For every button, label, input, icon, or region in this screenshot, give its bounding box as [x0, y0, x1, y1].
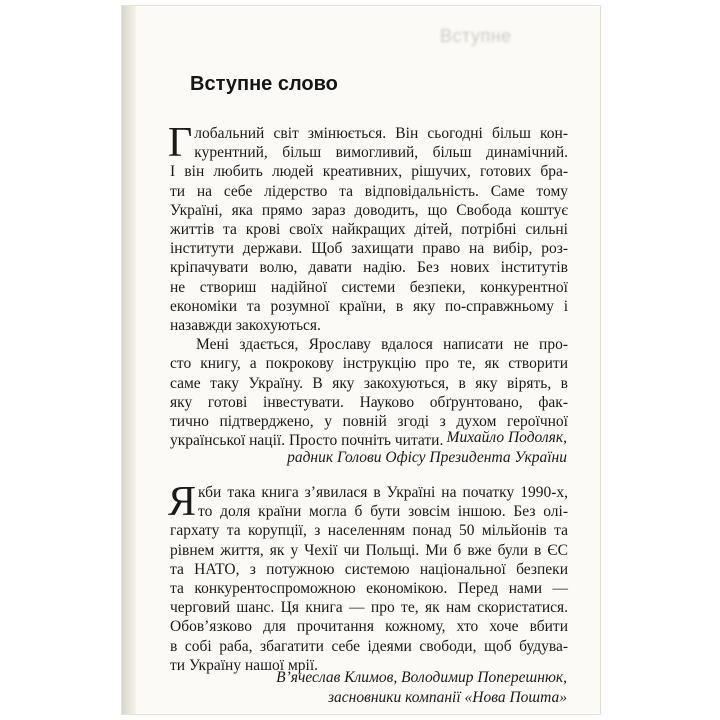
- signature-names: В’ячеслав Климов, Володимир Поперешнюк,: [276, 669, 567, 686]
- foreword-paragraph-1: [168, 120, 568, 450]
- drop-cap: Г: [168, 120, 193, 166]
- text-line: назавжди закохуються.: [170, 317, 321, 335]
- text-line: життів та крові своїх найкращих дітей, потрібні сильні: [170, 221, 568, 239]
- text-line: не створиш надійної системи безпеки, конкурентної: [170, 278, 568, 296]
- text-line: інститути держави. Щоб захищати право на вибір, роз-: [170, 240, 568, 258]
- drop-cap: Я: [168, 479, 197, 525]
- bleed-through-text: Вступне: [440, 26, 512, 46]
- page-title: Вступне слово: [190, 73, 338, 95]
- text-line: в собі раба, збагатити себе ідеями свободи, щоб будува-: [170, 637, 568, 655]
- text-line: Україні, яка прямо зараз доводить, що Свобода коштує: [170, 201, 568, 219]
- text-line: саме таку Україну. В яку закохуються, в яку вірять, в: [170, 374, 568, 392]
- text-line: економіки та розумної країни, в яку по-справжньому і: [170, 297, 568, 315]
- foreword-paragraph-2: [168, 479, 568, 675]
- text-line: української нації. Просто почніть читати.: [170, 432, 444, 450]
- text-line: Мені здається, Ярославу вдалося написати не про-: [196, 336, 568, 354]
- text-line: гархату та корупції, з населенням понад 50 мільйонів та: [170, 522, 568, 540]
- text-line: кріпачувати волю, давати надію. Без нових інститутів: [170, 259, 568, 277]
- text-line: рівнем життя, як у Чехії чи Польщі. Ми б вже були в ЄС: [170, 541, 568, 559]
- text-line: лобальний світ змінюється. Він сьогодні більш кон-: [194, 125, 568, 142]
- text-line: курентний, більш вимогливий, більш динамічний.: [194, 144, 568, 162]
- spine-shadow: [122, 6, 136, 714]
- signature-podolyak: [287, 428, 567, 468]
- text-line: І він любить людей креативних, рішучих, готових бра-: [170, 163, 568, 181]
- text-line: ти Україну нашої мрії.: [170, 656, 319, 674]
- text-line: сто книгу, а покрокову інструкцію про те, як створити: [170, 355, 568, 373]
- text-line: то доля країни могла б бути зовсім іншою. Без олі-: [198, 503, 568, 521]
- signature-role: радник Голови Офісу Президента України: [287, 449, 567, 466]
- text-line: яку готові інвестувати. Науково обґрунтовано, фак-: [170, 393, 568, 411]
- signature-nova-poshta: [276, 668, 567, 708]
- text-line: тично підтверджено, у повній згоді з духом героїчної: [170, 413, 568, 431]
- signature-role: засновники компанії «Нова Пошта»: [327, 689, 567, 706]
- text-line: та НАТО, з потужною системою національної безпеки: [170, 560, 568, 578]
- text-line: ти на себе лідерство та відповідальність. Саме тому: [170, 182, 568, 200]
- text-line: Обов’язково для прочитання кожному, хто хоче вбити: [170, 618, 568, 636]
- text-line: кби така книга з’явилася в Україні на початку 1990-х,: [198, 484, 568, 501]
- text-line: черговий шанс. Ця книга — про те, як нам скористатися.: [170, 599, 568, 617]
- text-line: та конкурентоспроможною економікою. Перед нами —: [170, 580, 568, 598]
- signature-name: Михайло Подоляк,: [446, 429, 567, 446]
